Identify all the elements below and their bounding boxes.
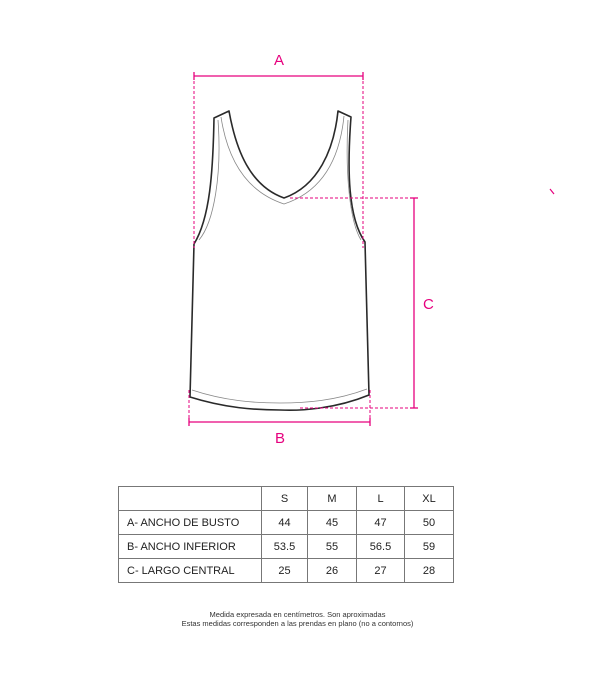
row-label: B- ANCHO INFERIOR <box>119 535 262 559</box>
table-cell: 28 <box>405 559 454 583</box>
header-blank-cell <box>119 487 262 511</box>
table-cell: 27 <box>357 559 405 583</box>
table-cell: 45 <box>308 511 357 535</box>
footnote-line-1: Medida expresada en centímetros. Son aproximadas <box>209 610 386 619</box>
size-header-row <box>119 487 454 511</box>
table-row <box>119 559 454 583</box>
size-header-l: L <box>357 487 405 511</box>
dimension-c-label: C <box>423 296 434 313</box>
table-cell: 44 <box>262 511 308 535</box>
size-header-s: S <box>262 487 308 511</box>
dimension-a-lines <box>194 72 363 248</box>
table-cell: 59 <box>405 535 454 559</box>
dimension-a-label: A <box>274 52 285 69</box>
row-label: A- ANCHO DE BUSTO <box>119 511 262 535</box>
dimension-b-label: B <box>275 430 286 447</box>
size-header-m: M <box>308 487 357 511</box>
dimension-c-lines <box>290 198 418 408</box>
size-header-xl: XL <box>405 487 454 511</box>
footnote-line-2: Estas medidas corresponden a las prendas en plano (no a contornos) <box>181 619 414 628</box>
table-cell: 47 <box>357 511 405 535</box>
table-row <box>119 511 454 535</box>
table-cell: 26 <box>308 559 357 583</box>
size-chart-table <box>118 486 454 583</box>
table-cell: 50 <box>405 511 454 535</box>
tank-top-inner-seams <box>192 116 367 403</box>
row-label: C- LARGO CENTRAL <box>119 559 262 583</box>
table-row <box>119 535 454 559</box>
tank-top-outline <box>190 111 369 410</box>
stray-mark <box>550 189 554 194</box>
table-cell: 53.5 <box>262 535 308 559</box>
table-cell: 56.5 <box>357 535 405 559</box>
table-cell: 25 <box>262 559 308 583</box>
table-cell: 55 <box>308 535 357 559</box>
